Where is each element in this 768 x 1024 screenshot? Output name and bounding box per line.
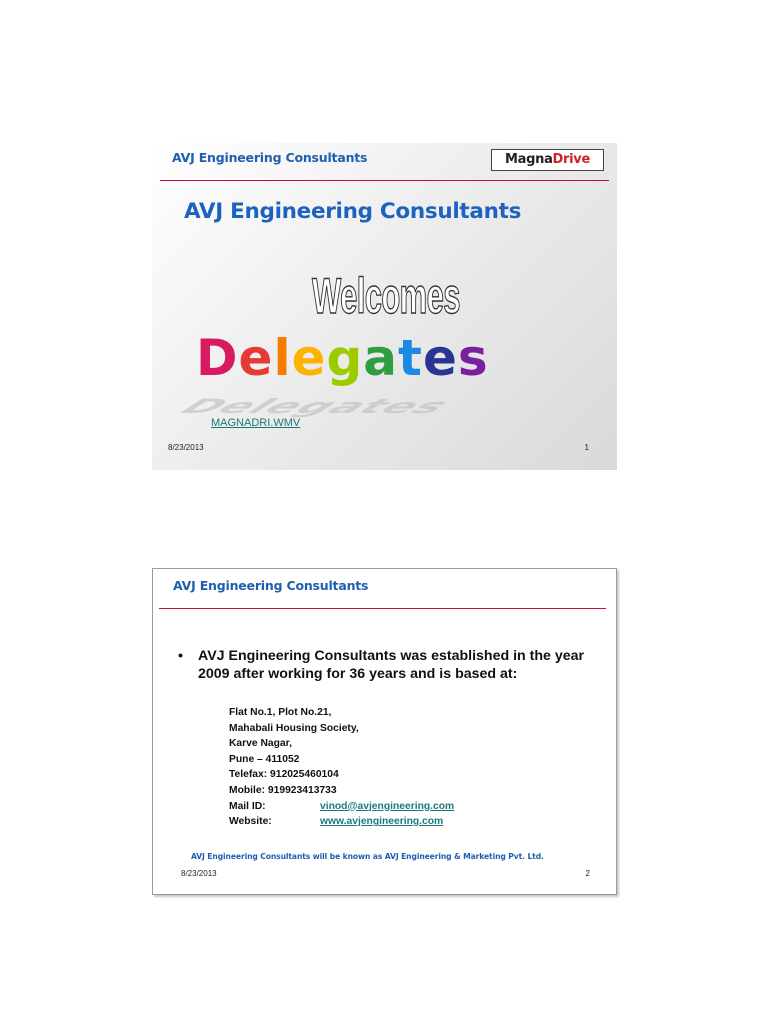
slide-date: 8/23/2013 (168, 443, 204, 452)
mobile-line: Mobile: 919923413733 (229, 784, 337, 796)
welcomes-wordart: Welcomes (312, 268, 460, 324)
mail-link[interactable]: vinod@avjengineering.com (320, 800, 455, 812)
delegates-letter: s (457, 329, 489, 387)
delegates-letter: g (326, 329, 364, 387)
mail-row (229, 799, 454, 815)
address-line: Karve Nagar, (229, 738, 292, 750)
mail-label: Mail ID: (229, 800, 266, 812)
video-link[interactable]: MAGNADRI.WMV (211, 417, 301, 429)
slide-number: 2 (585, 869, 590, 878)
slide-date: 8/23/2013 (181, 869, 217, 878)
address-line: Mahabali Housing Society, (229, 722, 359, 734)
delegates-letter: t (398, 329, 423, 387)
delegates-text (196, 329, 489, 387)
delegates-letter: l (273, 329, 292, 387)
magnadrive-logo (491, 149, 604, 171)
delegates-letter: a (363, 329, 399, 387)
bullet-text: AVJ Engineering Consultants was established in the year 2009 after working for 36 years and is based at: (198, 648, 585, 682)
slide-number: 1 (584, 443, 589, 452)
delegates-letter: e (422, 329, 458, 387)
header-divider (160, 180, 609, 181)
header-divider (159, 608, 606, 609)
delegates-letter: e (291, 329, 327, 387)
logo-part-drive: Drive (552, 152, 590, 167)
slide-1 (152, 143, 617, 470)
delegates-shadow: Delegates (168, 395, 463, 418)
delegates-wordart (152, 329, 617, 418)
rename-note: AVJ Engineering Consultants will be known as AVJ Engineering & Marketing Pvt. Ltd. (191, 852, 544, 861)
telefax-line: Telefax: 912025460104 (229, 769, 339, 781)
bullet-symbol: • (178, 648, 183, 664)
logo-part-magna: Magna (505, 152, 553, 167)
slide-header-title: AVJ Engineering Consultants (173, 578, 369, 593)
delegates-letter: e (238, 329, 274, 387)
address-line: Pune – 411052 (229, 753, 300, 765)
slide-header-title: AVJ Engineering Consultants (172, 150, 368, 165)
address-block (229, 705, 454, 830)
slide-2 (152, 568, 617, 895)
delegates-letter: D (196, 329, 239, 387)
website-label: Website: (229, 816, 272, 828)
address-line: Flat No.1, Plot No.21, (229, 707, 332, 718)
website-link[interactable]: www.avjengineering.com (320, 816, 444, 828)
website-row (229, 814, 454, 830)
main-title: AVJ Engineering Consultants (184, 199, 522, 224)
